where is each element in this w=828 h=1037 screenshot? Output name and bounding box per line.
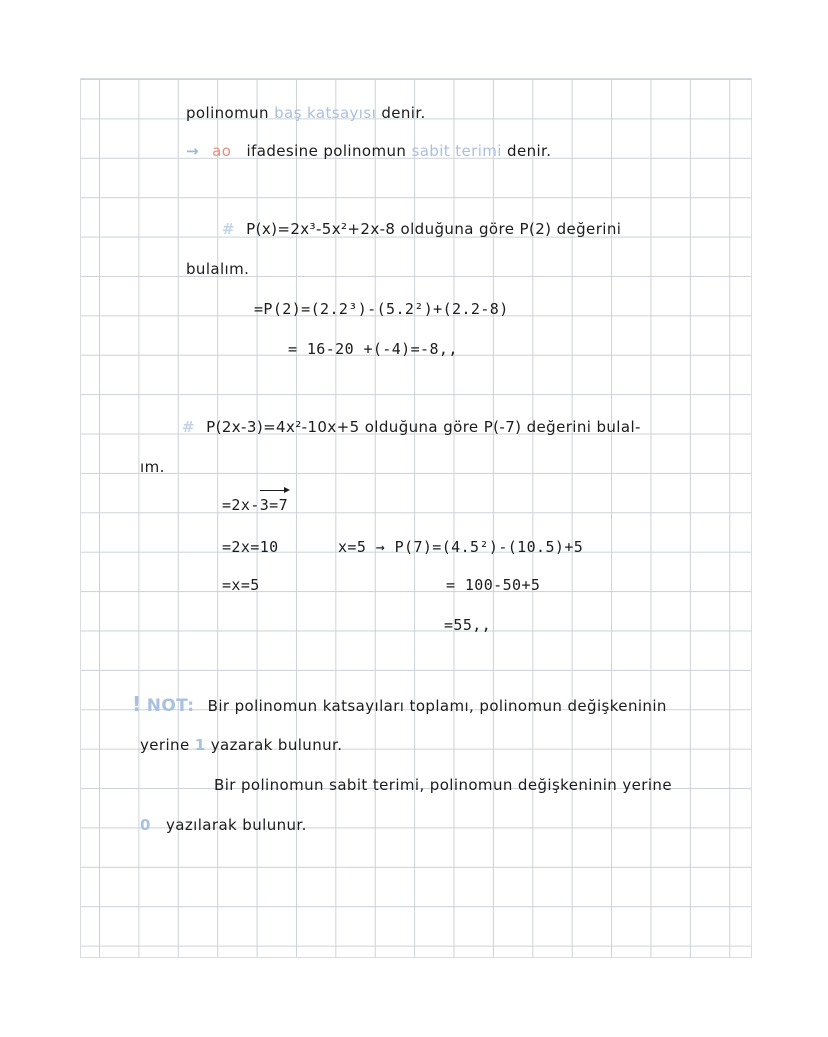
- note-line-1: [132, 692, 667, 716]
- intro-denir-1: denir.: [381, 104, 426, 122]
- example2-calc-2: = 100-50+5: [446, 576, 541, 594]
- exclamation-icon: !: [132, 692, 142, 716]
- arrow-icon: →: [186, 142, 199, 160]
- note-text-2: yazarak bulunur.: [210, 736, 343, 754]
- example2-step-3: =x=5: [222, 576, 260, 594]
- note-label: NOT:: [146, 696, 195, 716]
- note-line-4: [140, 816, 307, 834]
- intro-bas: baş: [274, 104, 302, 122]
- intro-denir-2: denir.: [507, 142, 552, 160]
- hash-icon: #: [222, 220, 235, 238]
- intro-line-2: [186, 142, 551, 160]
- example1-step-2: = 16-20 +(-4)=-8,,: [288, 340, 458, 358]
- example2-step-1: [222, 496, 288, 514]
- example2-statement: [182, 418, 641, 436]
- note-yerine: yerine: [140, 736, 190, 754]
- intro-terimi: terimi: [455, 142, 502, 160]
- example2-calc-3: =55,,: [444, 616, 492, 634]
- intro-line-1: [186, 104, 426, 122]
- example1-statement-cont: bulalım.: [186, 260, 250, 278]
- intro-sabit: sabit: [411, 142, 451, 160]
- note-one: 1: [194, 736, 206, 754]
- intro-ifadesine: ifadesine polinomun: [246, 142, 407, 160]
- note-zero: 0: [140, 816, 151, 834]
- example2-statement-cont: ım.: [140, 458, 165, 476]
- example1-step-1: =P(2)=(2.2³)-(5.2²)+(2.2-8): [254, 300, 509, 318]
- hash-icon: #: [182, 418, 195, 436]
- overline-arrow: =2x-3=7: [222, 496, 289, 514]
- example2-step-2: =2x=10: [222, 538, 279, 556]
- example1-text: P(x)=2x³-5x²+2x-8 olduğuna göre P(2) değerini: [246, 220, 622, 238]
- intro-katsayisi: katsayısı: [307, 104, 377, 122]
- example1-statement: [222, 220, 621, 238]
- note-line-2: [140, 736, 342, 754]
- note-text-4: yazılarak bulunur.: [166, 816, 307, 834]
- intro-polinomun: polinomun: [186, 104, 269, 122]
- example2-text: P(2x-3)=4x²-10x+5 olduğuna göre P(-7) değerini bulal-: [206, 418, 641, 436]
- note-text-1: Bir polinomun katsayıları toplamı, polinomun değişkeninin: [207, 697, 667, 715]
- example2-calc-1: x=5 → P(7)=(4.5²)-(10.5)+5: [338, 538, 584, 556]
- note-line-3: Bir polinomun sabit terimi, polinomun değişkeninin yerine: [214, 776, 672, 794]
- a0-term: ao: [212, 142, 232, 160]
